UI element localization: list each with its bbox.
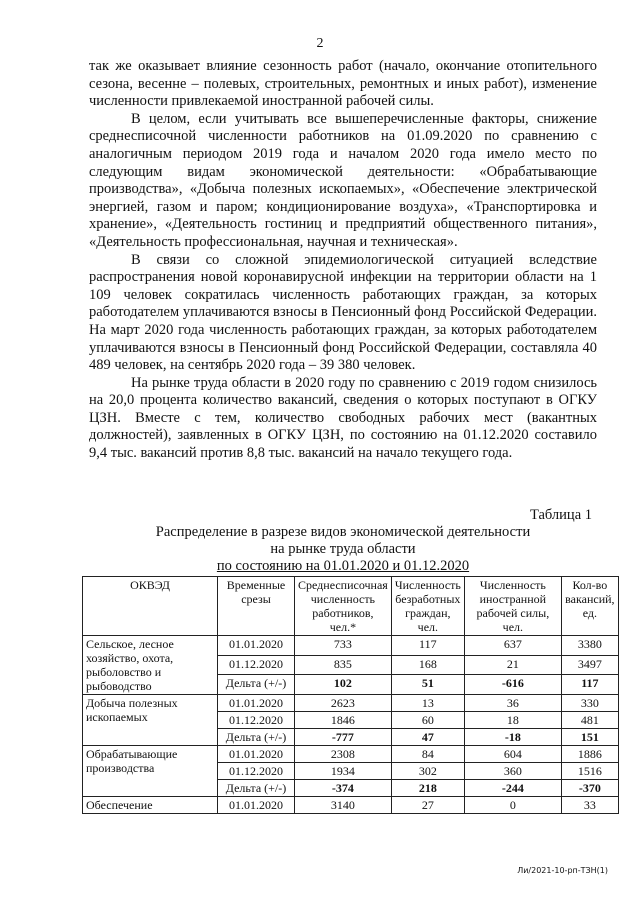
avg-headcount-cell: 102 (295, 675, 392, 695)
page-number: 2 (316, 36, 324, 51)
table-row (83, 797, 619, 814)
foreign-labor-cell: 0 (464, 797, 561, 814)
okved-cell: Обеспечение (83, 797, 218, 814)
unemployed-cell: 60 (391, 712, 464, 729)
okved-cell: Сельское, лесное хозяйство, охота, рыболовство и рыбоводство (83, 636, 218, 695)
foreign-labor-cell: -244 (464, 780, 561, 797)
avg-headcount-cell: 2308 (295, 746, 392, 763)
vacancies-cell: 33 (561, 797, 618, 814)
period-cell: 01.01.2020 (218, 797, 295, 814)
vacancies-cell: 1516 (561, 763, 618, 780)
vacancies-cell: 481 (561, 712, 618, 729)
vacancies-cell: 3380 (561, 636, 618, 656)
unemployed-cell: 47 (391, 729, 464, 746)
period-cell: 01.01.2020 (218, 636, 295, 656)
foreign-labor-cell: 18 (464, 712, 561, 729)
table-caption (89, 524, 597, 575)
vacancies-cell: 3497 (561, 655, 618, 675)
body-text (89, 58, 597, 463)
header-vacancies: Кол-во вакансий, ед. (561, 577, 618, 636)
okved-cell: Добыча полезных ископаемых (83, 695, 218, 746)
header-unemployed: Численность безработных граждан, чел. (391, 577, 464, 636)
foreign-labor-cell: -18 (464, 729, 561, 746)
table-row (83, 636, 619, 656)
caption-line-3: по состоянию на 01.01.2020 и 01.12.2020 (216, 558, 470, 574)
avg-headcount-cell: 2623 (295, 695, 392, 712)
foreign-labor-cell: 360 (464, 763, 561, 780)
document-code: Ли/2021-10-рп-ТЗН(1) (517, 866, 608, 875)
period-cell: 01.01.2020 (218, 695, 295, 712)
paragraph-4: На рынке труда области в 2020 году по сравнению с 2019 годом снизилось на 20,0 процента количество вакансий, сведения о которых поступают в ОГКУ ЦЗН. Вместе с тем, количество свободных рабочих мест (вакантных должностей), заявленных в ОГКУ ЦЗН, по состоянию на 01.12.2020 составило 9,4 тыс. вакансий против 8,8 тыс. вакансий на начало текущего года. (89, 374, 597, 462)
vacancies-cell: -370 (561, 780, 618, 797)
avg-headcount-cell: -777 (295, 729, 392, 746)
vacancies-cell: 1886 (561, 746, 618, 763)
foreign-labor-cell: -616 (464, 675, 561, 695)
caption-line-1: Распределение в разрезе видов экономической деятельности (155, 524, 531, 540)
foreign-labor-cell: 637 (464, 636, 561, 656)
table-row (83, 695, 619, 712)
period-cell: Дельта (+/-) (218, 675, 295, 695)
avg-headcount-cell: 733 (295, 636, 392, 656)
header-foreign-labor: Численность иностранной рабочей силы, чел. (464, 577, 561, 636)
avg-headcount-cell: -374 (295, 780, 392, 797)
caption-line-2: на рынке труда области (270, 541, 416, 557)
avg-headcount-cell: 1846 (295, 712, 392, 729)
paragraph-1: так же оказывает влияние сезонность работ (начало, окончание отопительного сезона, весенне – полевых, строительных, ремонтных и иных работ), изменение численности привлекаемой иностранной рабочей силы. (89, 58, 597, 110)
vacancies-cell: 117 (561, 675, 618, 695)
unemployed-cell: 13 (391, 695, 464, 712)
vacancies-cell: 330 (561, 695, 618, 712)
period-cell: 01.01.2020 (218, 746, 295, 763)
header-avg-headcount: Среднесписочная численность работников, чел.* (295, 577, 392, 636)
employment-table (82, 576, 619, 814)
foreign-labor-cell: 604 (464, 746, 561, 763)
period-cell: Дельта (+/-) (218, 780, 295, 797)
period-cell: Дельта (+/-) (218, 729, 295, 746)
foreign-labor-cell: 21 (464, 655, 561, 675)
table-body (83, 636, 619, 814)
vacancies-cell: 151 (561, 729, 618, 746)
unemployed-cell: 117 (391, 636, 464, 656)
unemployed-cell: 168 (391, 655, 464, 675)
avg-headcount-cell: 3140 (295, 797, 392, 814)
period-cell: 01.12.2020 (218, 655, 295, 675)
avg-headcount-cell: 835 (295, 655, 392, 675)
unemployed-cell: 302 (391, 763, 464, 780)
header-period: Временные срезы (218, 577, 295, 636)
unemployed-cell: 51 (391, 675, 464, 695)
okved-cell: Обрабатывающие производства (83, 746, 218, 797)
table-row (83, 746, 619, 763)
unemployed-cell: 218 (391, 780, 464, 797)
header-okved: ОКВЭД (83, 577, 218, 636)
unemployed-cell: 27 (391, 797, 464, 814)
period-cell: 01.12.2020 (218, 763, 295, 780)
paragraph-3: В связи со сложной эпидемиологической ситуацией вследствие распространения новой коронавирусной инфекции на территории области на 1 109 человек сократилась численность работающих граждан, за которых работодателем уплачиваются взносы в Пенсионный фонд Российской Федерации. На март 2020 года численность работающих граждан, за которых работодателем уплачиваются взносы в Пенсионный фонд Российской Федерации, составляла 40 489 человек, на сентябрь 2020 года – 39 380 человек. (89, 251, 597, 374)
foreign-labor-cell: 36 (464, 695, 561, 712)
table-header-row (83, 577, 619, 636)
paragraph-2: В целом, если учитывать все вышеперечисленные факторы, снижение среднесписочной численности работников на 01.09.2020 по сравнению с аналогичным периодом 2019 года и началом 2020 года имело место по следующим видам экономической деятельности: «Обрабатывающие производства», «Добыча полезных ископаемых», «Обеспечение электрической энергией, газом и паром; кондиционирование воздуха», «Транспортировка и хранение», «Деятельность гостиниц и предприятий общественного питания», «Деятельность профессиональная, научная и техническая». (89, 110, 597, 250)
period-cell: 01.12.2020 (218, 712, 295, 729)
table-label: Таблица 1 (529, 507, 592, 523)
unemployed-cell: 84 (391, 746, 464, 763)
avg-headcount-cell: 1934 (295, 763, 392, 780)
